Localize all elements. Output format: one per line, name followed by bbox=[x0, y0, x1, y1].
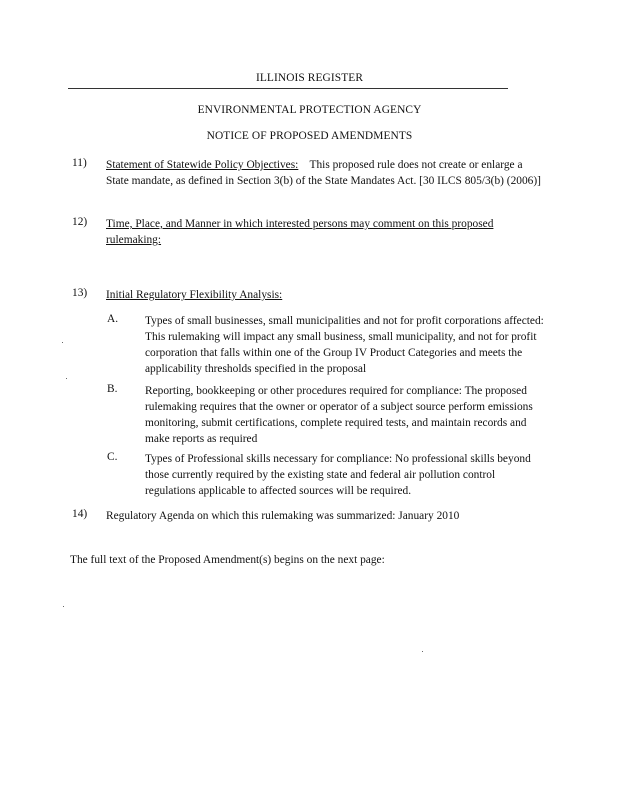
item-12-number: 12) bbox=[72, 216, 88, 228]
item-13a-text: Types of small businesses, small municipalities and not for profit corporations affected: This rulemaking will impact any small business, small municipality, and not for profit corporation that falls within one of the Group IV Product Categories and meets the applicability thresholds specified in the proposal bbox=[145, 315, 544, 375]
notice-title: NOTICE OF PROPOSED AMENDMENTS bbox=[206, 130, 413, 142]
item-13c-text: Types of Professional skills necessary for compliance: No professional skills beyond those currently required by the existing state and federal air pollution control regulations applicable to affected sources will be required. bbox=[145, 453, 531, 497]
scan-speck bbox=[62, 342, 63, 343]
item-14-number: 14) bbox=[72, 508, 88, 520]
scan-speck bbox=[66, 378, 67, 379]
agency-name: ENVIRONMENTAL PROTECTION AGENCY bbox=[197, 104, 422, 116]
closing-line: The full text of the Proposed Amendment(s) begins on the next page: bbox=[70, 554, 385, 566]
item-11-heading: Statement of Statewide Policy Objectives: bbox=[106, 159, 299, 171]
scan-speck bbox=[422, 651, 423, 652]
item-13b-letter: B. bbox=[107, 383, 118, 395]
item-14-text: Regulatory Agenda on which this rulemaking was summarized: January 2010 bbox=[106, 510, 460, 522]
item-13-number: 13) bbox=[72, 287, 88, 299]
item-13-heading: Initial Regulatory Flexibility Analysis: bbox=[106, 289, 283, 301]
item-12-heading: Time, Place, and Manner in which interested persons may comment on this proposed rulemaking: bbox=[106, 218, 494, 246]
item-12-text bbox=[106, 216, 546, 248]
item-13c-letter: C. bbox=[107, 451, 118, 463]
scan-speck bbox=[63, 606, 64, 607]
register-title: ILLINOIS REGISTER bbox=[255, 72, 364, 84]
item-13b-text: Reporting, bookkeeping or other procedures required for compliance: The proposed rulemaking requires that the owner or operator of a subject source perform emissions monitoring, submit certifications, complete required tests, and maintain records and make reports as required bbox=[145, 385, 533, 445]
header-divider bbox=[68, 88, 508, 89]
item-13-text bbox=[106, 287, 546, 303]
item-13a-letter: A. bbox=[107, 313, 119, 325]
item-11-number: 11) bbox=[72, 157, 87, 169]
item-11-text bbox=[106, 157, 546, 189]
item-11-body: This proposed rule does not create or enlarge a State mandate, as defined in Section 3(b) of the State Mandates Act. [30 ILCS 805/3(b) (2006)] bbox=[106, 159, 541, 187]
